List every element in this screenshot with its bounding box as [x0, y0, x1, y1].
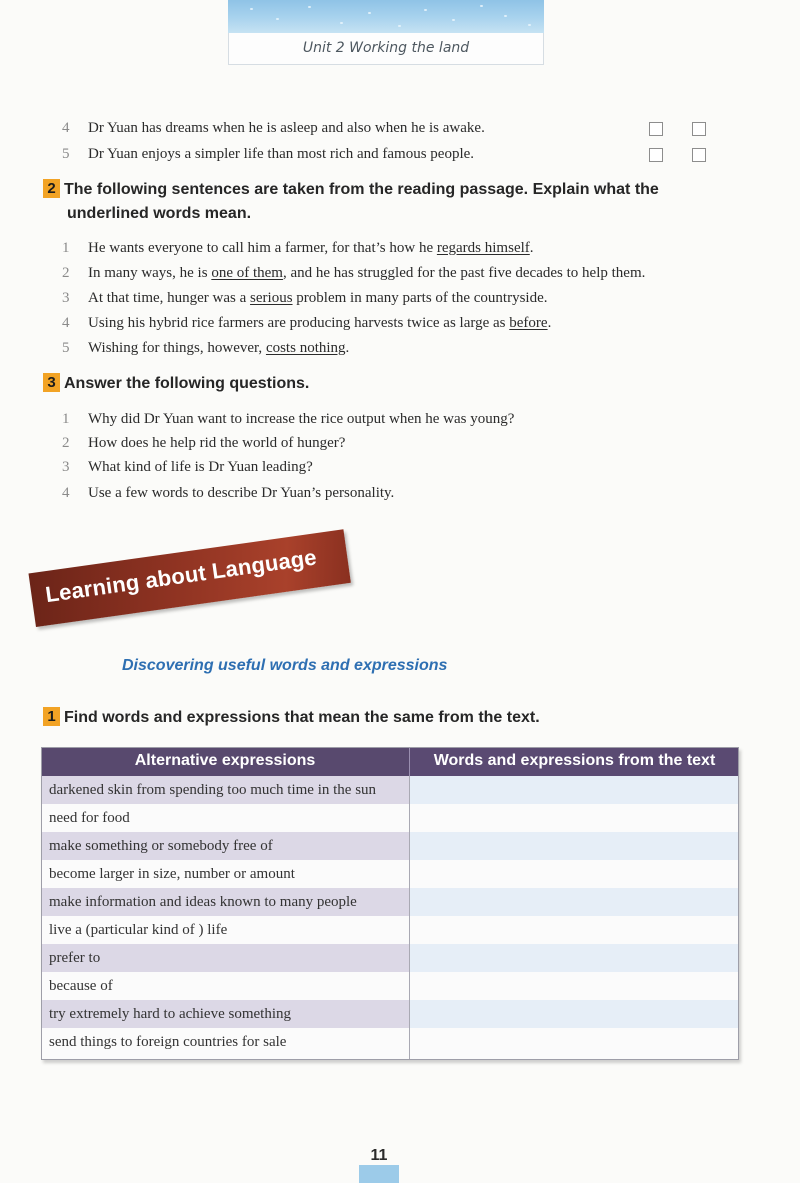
underlined-phrase: before — [509, 315, 548, 331]
answer-cell[interactable] — [409, 972, 739, 1000]
item-text: Dr Yuan enjoys a simpler life than most rich and famous people. — [88, 146, 475, 162]
exercise-title: The following sentences are taken from the reading passage. Explain what the — [64, 181, 659, 198]
item-number: 1 — [62, 411, 70, 427]
underlined-phrase: one of them — [211, 265, 283, 281]
item-number: 2 — [62, 435, 70, 451]
item-text: In many ways, he is — [88, 265, 212, 281]
list-item — [62, 239, 534, 257]
alternative-expression: make something or somebody free of — [41, 832, 409, 860]
false-checkbox[interactable] — [692, 122, 706, 136]
table-row — [41, 972, 739, 1000]
table-row — [41, 1028, 739, 1060]
alternative-expression: because of — [41, 972, 409, 1000]
alternative-expression: try extremely hard to achieve something — [41, 1000, 409, 1028]
answer-cell[interactable] — [409, 1000, 739, 1028]
answer-cell[interactable] — [409, 804, 739, 832]
alternative-expression: prefer to — [41, 944, 409, 972]
exercise-title: Answer the following questions. — [64, 375, 310, 392]
exercise-3-heading — [43, 372, 309, 396]
underlined-phrase: serious — [250, 290, 293, 306]
alternative-expression: send things to foreign countries for sale — [41, 1028, 409, 1060]
table-row — [41, 916, 739, 944]
page-number-tab — [359, 1143, 399, 1183]
item-number: 3 — [62, 290, 70, 306]
exercise-number-badge: 1 — [43, 707, 60, 726]
exercise-title-cont: underlined words mean. — [67, 205, 252, 222]
list-item — [62, 289, 548, 307]
item-number: 4 — [62, 485, 70, 501]
answer-cell[interactable] — [409, 944, 739, 972]
list-item — [62, 484, 394, 502]
table-row — [41, 1000, 739, 1028]
table-row — [41, 804, 739, 832]
true-checkbox[interactable] — [649, 148, 663, 162]
list-item — [62, 119, 485, 137]
alternative-expression: live a (particular kind of ) life — [41, 916, 409, 944]
answer-cell[interactable] — [409, 888, 739, 916]
item-text: How does he help rid the world of hunger? — [88, 435, 346, 451]
exercise-2-heading — [43, 178, 659, 226]
item-text: Wishing for things, however, — [88, 340, 266, 356]
exercise-number-badge: 3 — [43, 373, 60, 392]
list-item — [62, 264, 645, 282]
unit-title-box — [228, 33, 544, 65]
list-item — [62, 339, 349, 357]
exercise-1-heading — [43, 706, 540, 730]
item-number: 5 — [62, 340, 70, 356]
section-subtitle: Discovering useful words and expressions — [122, 657, 448, 674]
item-number: 1 — [62, 240, 70, 256]
underlined-phrase: regards himself — [436, 240, 530, 256]
column-header: Words and expressions from the text — [409, 747, 739, 776]
item-text: What kind of life is Dr Yuan leading? — [88, 459, 313, 475]
table-row — [41, 776, 739, 804]
answer-cell[interactable] — [409, 1028, 739, 1060]
item-text: . — [529, 240, 534, 256]
alternative-expression: become larger in size, number or amount — [41, 860, 409, 888]
item-number: 4 — [62, 120, 70, 136]
table-row — [41, 832, 739, 860]
true-checkbox[interactable] — [649, 122, 663, 136]
item-text: He wants everyone to call him a farmer, for that’s how he — [88, 240, 437, 256]
list-item — [62, 410, 514, 428]
item-text: . — [345, 340, 350, 356]
item-number: 2 — [62, 265, 70, 281]
table-row — [41, 888, 739, 916]
list-item — [62, 314, 551, 332]
page-number: 11 — [370, 1147, 388, 1164]
item-text: At that time, hunger was a — [88, 290, 251, 306]
exercise-title: Find words and expressions that mean the same from the text. — [64, 709, 540, 726]
table-header — [41, 747, 739, 776]
section-banner — [28, 529, 350, 627]
table-row — [41, 944, 739, 972]
list-item — [62, 434, 345, 452]
item-text: Why did Dr Yuan want to increase the rice output when he was young? — [88, 411, 515, 427]
section-banner-title: Learning about Language — [43, 544, 319, 608]
item-text: , and he has struggled for the past five decades to help them. — [282, 265, 646, 281]
item-number: 3 — [62, 459, 70, 475]
item-number: 5 — [62, 146, 70, 162]
answer-cell[interactable] — [409, 860, 739, 888]
table-row — [41, 860, 739, 888]
item-number: 4 — [62, 315, 70, 331]
answer-cell[interactable] — [409, 832, 739, 860]
item-text: Use a few words to describe Dr Yuan’s personality. — [88, 485, 395, 501]
item-text: problem in many parts of the countryside. — [292, 290, 548, 306]
item-text: Dr Yuan has dreams when he is asleep and also when he is awake. — [88, 120, 485, 136]
list-item — [62, 145, 474, 163]
item-text: . — [547, 315, 552, 331]
underlined-phrase: costs nothing — [265, 340, 346, 356]
alternative-expression: darkened skin from spending too much time in the sun — [41, 776, 409, 804]
alternative-expression: make information and ideas known to many people — [41, 888, 409, 916]
answer-cell[interactable] — [409, 776, 739, 804]
list-item — [62, 458, 313, 476]
unit-title: Unit 2 Working the land — [302, 40, 470, 56]
false-checkbox[interactable] — [692, 148, 706, 162]
alternative-expression: need for food — [41, 804, 409, 832]
header-banner-image — [228, 0, 544, 33]
answer-cell[interactable] — [409, 916, 739, 944]
item-text: Using his hybrid rice farmers are producing harvests twice as large as — [88, 315, 510, 331]
exercise-number-badge: 2 — [43, 179, 60, 198]
column-header: Alternative expressions — [41, 747, 409, 776]
